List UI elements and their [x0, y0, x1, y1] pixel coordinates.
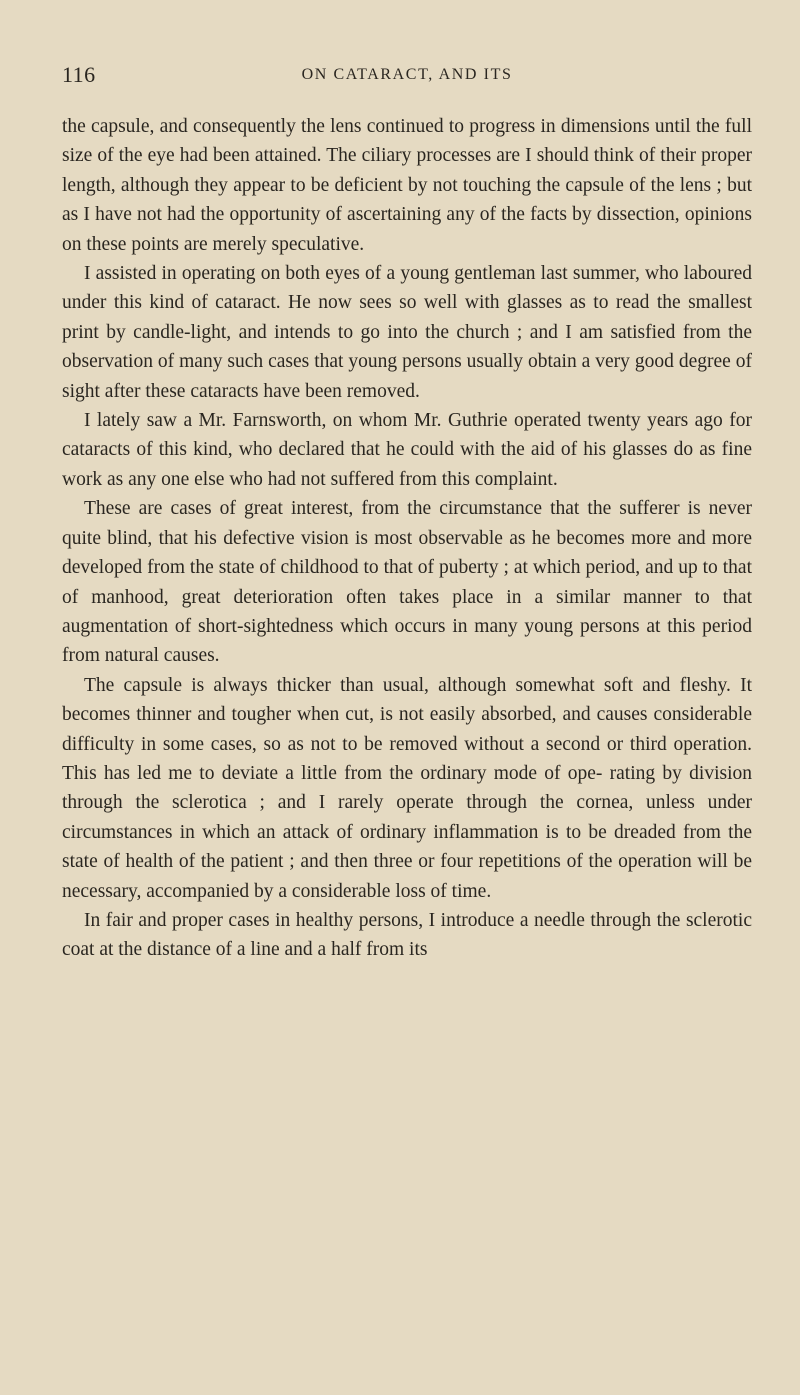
paragraph-farnsworth: I lately saw a Mr. Farnsworth, on whom Mr. Guthrie operated twenty years ago for cataracts of this kind, who declared that he could with the aid of his glasses do as fine work as any one else who had not suffered from this complaint. [62, 410, 752, 490]
paragraph-capsule: The capsule is always thicker than usual, although somewhat soft and fleshy. It becomes thinner and tougher when cut, is not easily absorbed, and causes considerable difficulty in some cases, so as not to be removed without a second or third operation. This has led me to deviate a little from the ordinary mode of ope- rating by division through the sclerotica ; and I rarely operate through the cornea, unless under circumstances in which an attack of ordinary inflammation is to be dreaded from the state of health of the patient ; and then three or four repetitions of the operation will be necessary, accompanied by a considerable loss of time. [62, 674, 752, 902]
page-header [62, 62, 752, 92]
paragraph-needle: In fair and proper cases in healthy persons, I introduce a needle through the sclerotic coat at the distance of a line and a half from its [62, 909, 752, 961]
running-head: ON CATARACT, AND ITS [301, 66, 513, 83]
paragraph-continued: the capsule, and consequently the lens continued to progress in dimensions until the full size of the eye had been attained. The ciliary processes are I should think of their proper length, although they appear to be deficient by not touching the capsule of the lens ; but as I have not had the opportunity of ascertaining any of the facts by dissection, opinions on these points are merely speculative. [62, 116, 752, 255]
page-number: 116 [62, 62, 96, 87]
paragraph-cases-of-interest: These are cases of great interest, from the circumstance that the sufferer is never quite blind, that his defective vision is most observable as he becomes more and more developed from the state of childhood to that of puberty ; at which period, and up to that of manhood, great deterioration often takes place in a similar manner to that augmentation of short-sightedness which occurs in many young persons at this period from natural causes. [62, 498, 752, 667]
body-text [62, 112, 752, 965]
paragraph-young-gentleman: I assisted in operating on both eyes of a young gentleman last summer, who laboured under this kind of cataract. He now sees so well with glasses as to read the smallest print by candle-light, and intends to go into the church ; and I am satisfied from the observation of many such cases that young persons usually obtain a very good degree of sight after these cataracts have been removed. [62, 263, 752, 402]
